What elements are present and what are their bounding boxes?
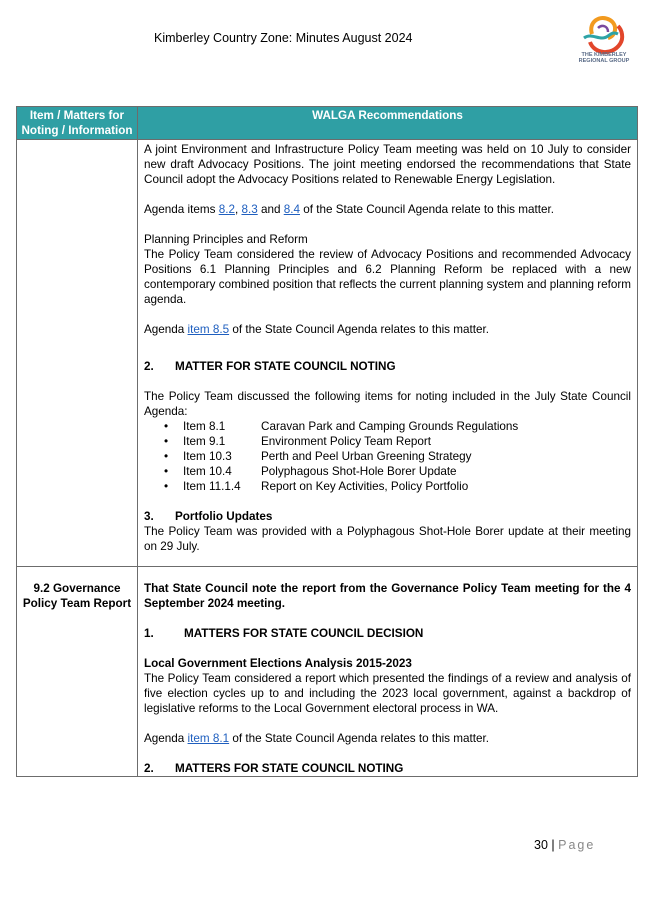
- logo-text: THE KIMBERLEY REGIONAL GROUP: [578, 52, 630, 64]
- header-title: Kimberley Country Zone: Minutes August 2024: [154, 31, 413, 45]
- table-row: [17, 567, 638, 777]
- noting-intro: The Policy Team discussed the following items for noting included in the July State Council Agenda:: [144, 390, 631, 418]
- link-item-8-5[interactable]: item 8.5: [187, 323, 230, 336]
- table-header-row: [17, 107, 638, 140]
- page-footer: [534, 838, 595, 852]
- section-heading-noting: 2. MATTER FOR STATE COUNCIL NOTING: [144, 360, 396, 373]
- section-heading-noting-2: 2. MATTERS FOR STATE COUNCIL NOTING: [144, 762, 404, 775]
- page-label: Page: [558, 838, 596, 852]
- row-label-governance: 9.2 Governance Policy Team Report: [17, 567, 138, 777]
- list-item: • Item 11.1.4 Report on Key Activities, Policy Portfolio: [144, 479, 631, 494]
- list-item: • Item 8.1 Caravan Park and Camping Grounds Regulations: [144, 419, 631, 434]
- recommendation-text: That State Council note the report from the Governance Policy Team meeting for the 4 September 2024 meeting.: [144, 582, 631, 610]
- row-content: [138, 567, 638, 777]
- link-item-8-2[interactable]: 8.2: [218, 203, 235, 216]
- list-item: • Item 10.4 Polyphagous Shot-Hole Borer Update: [144, 464, 631, 479]
- link-item-8-1[interactable]: item 8.1: [187, 732, 230, 745]
- portfolio-text: The Policy Team was provided with a Polyphagous Shot-Hole Borer update at their meeting on 29 July.: [144, 525, 631, 553]
- list-item: • Item 9.1 Environment Policy Team Report: [144, 434, 631, 449]
- planning-title: Planning Principles and Reform: [144, 233, 308, 246]
- page-number: 30: [534, 838, 548, 852]
- paragraph-agenda-8-5: Agenda item 8.5 of the State Council Agenda relates to this matter.: [144, 323, 489, 336]
- paragraph-agenda-items: Agenda items 8.2, 8.3 and 8.4 of the State Council Agenda relate to this matter.: [144, 203, 554, 216]
- lg-elections-title: Local Government Elections Analysis 2015-2023: [144, 657, 412, 670]
- paragraph-joint-meeting: A joint Environment and Infrastructure Policy Team meeting was held on 10 July to consider new draft Advocacy Positions. The joint meeting endorsed the recommendations that State Council adopt the Advocacy Positions related to Renewable Energy Legislation.: [144, 143, 631, 186]
- row-label-empty: [17, 140, 138, 567]
- paragraph-agenda-8-1: Agenda item 8.1 of the State Council Agenda relates to this matter.: [144, 732, 489, 745]
- link-item-8-3[interactable]: 8.3: [241, 203, 258, 216]
- lg-elections-text: The Policy Team considered a report which presented the findings of a review and analysis of five election cycles up to and including the 2023 local government, against a backdrop of legislative reforms to the Local Government electoral process in WA.: [144, 672, 631, 715]
- section-heading-decision: 1. MATTERS FOR STATE COUNCIL DECISION: [144, 627, 424, 640]
- column-header-recommendations: WALGA Recommendations: [138, 107, 638, 140]
- page-separator: |: [551, 838, 555, 852]
- link-item-8-4[interactable]: 8.4: [283, 203, 300, 216]
- noting-item-list: [144, 419, 631, 494]
- section-heading-portfolio: 3. Portfolio Updates: [144, 510, 273, 523]
- minutes-table: [16, 106, 638, 777]
- row-content: [138, 140, 638, 567]
- table-row: [17, 140, 638, 567]
- list-item: • Item 10.3 Perth and Peel Urban Greening Strategy: [144, 449, 631, 464]
- planning-text: The Policy Team considered the review of Advocacy Positions and recommended Advocacy Positions 6.1 Planning Principles and 6.2 Planning Reform be replaced with a new contemporary combined position that reflects the current planning system and planning reform agenda.: [144, 248, 631, 306]
- column-header-item: Item / Matters for Noting / Information: [17, 107, 138, 140]
